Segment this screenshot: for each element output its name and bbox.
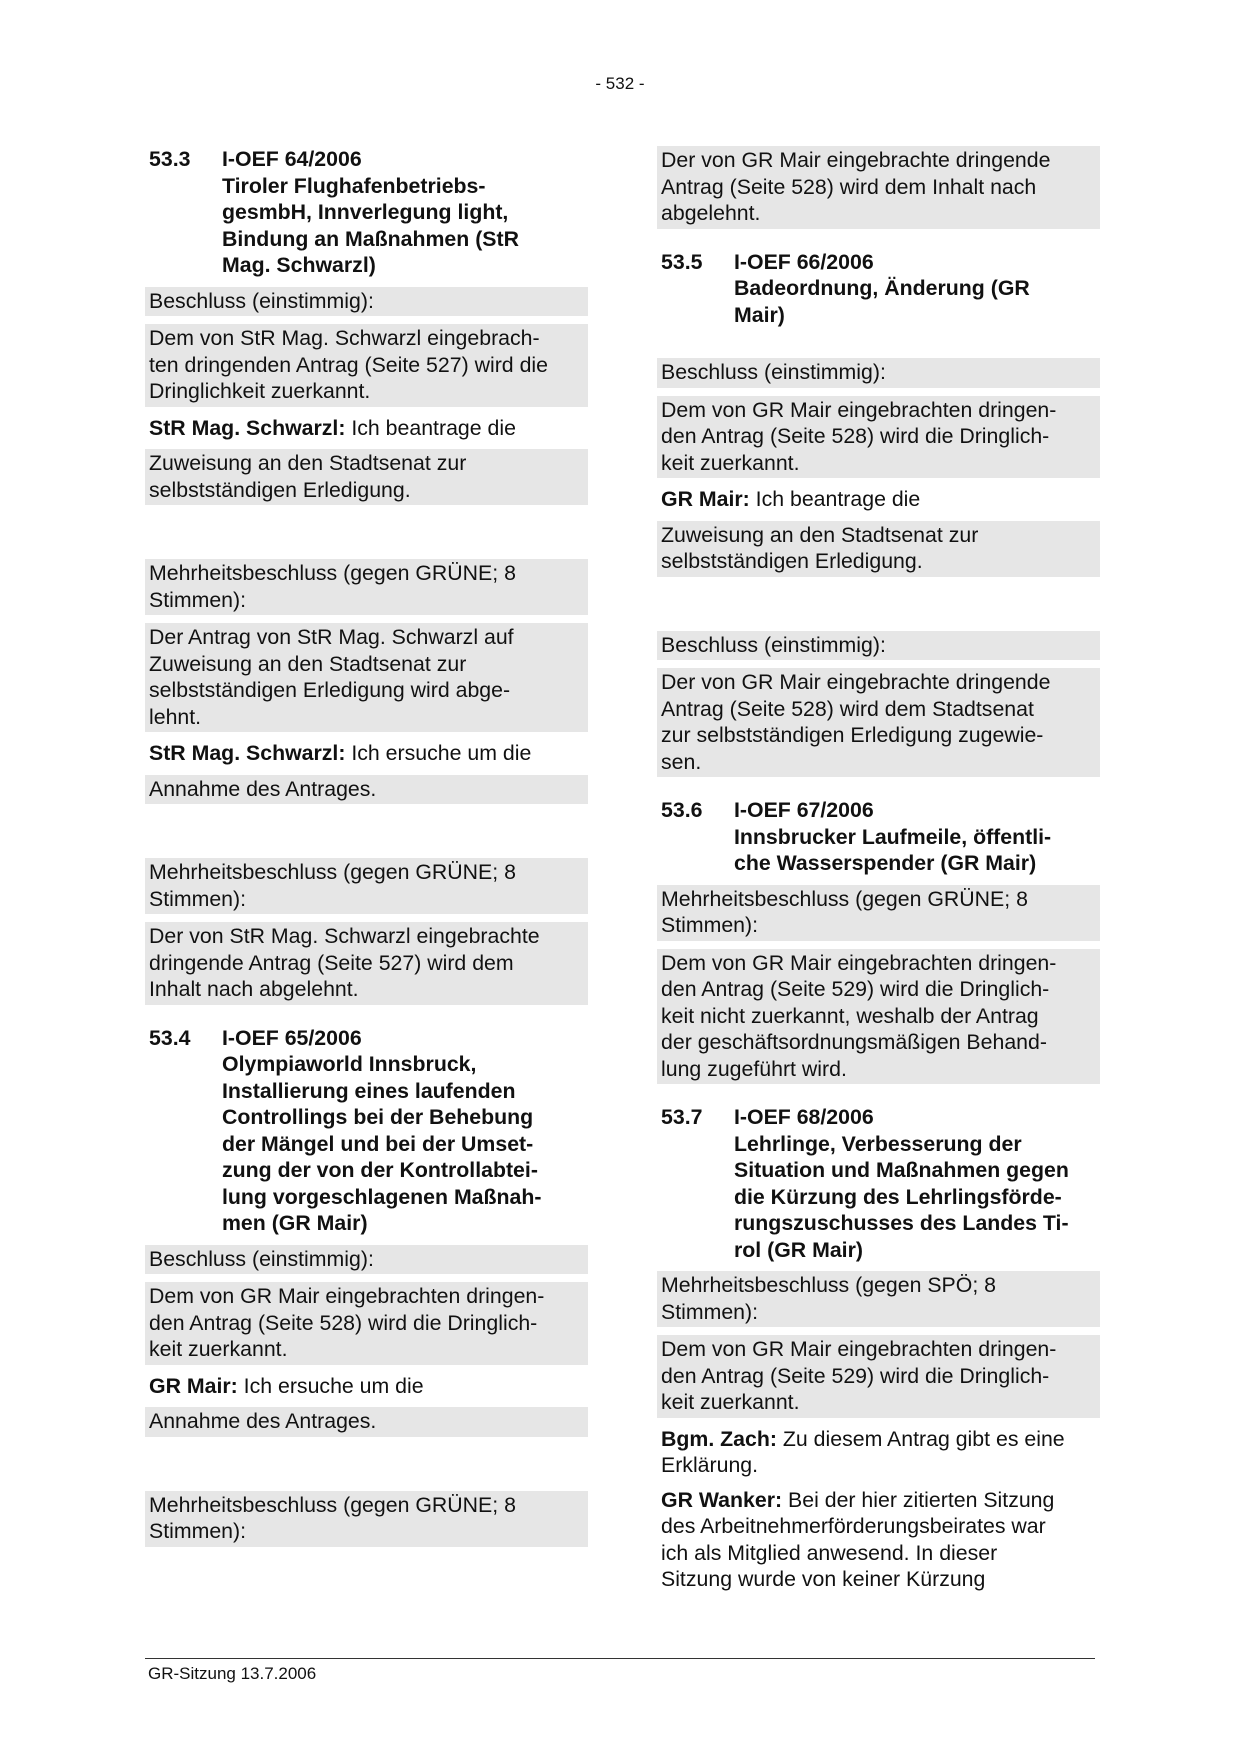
text-line: Mehrheitsbeschluss (gegen GRÜNE; 8: [149, 860, 516, 884]
speaker-text: Ich beantrage die: [345, 415, 516, 440]
title-line: Olympiaworld Innsbruck,: [222, 1052, 477, 1076]
footer-session-date: GR-Sitzung 13.7.2006: [148, 1664, 317, 1683]
speaker-paragraph: [145, 740, 588, 767]
text-line: dringende Antrag (Seite 527) wird dem: [149, 950, 514, 975]
speaker-paragraph: [145, 1373, 588, 1400]
text-line: Stimmen):: [149, 1519, 247, 1543]
page-number: - 532 -: [595, 74, 645, 93]
title-line: rol (GR Mair): [734, 1237, 863, 1262]
text-line: Dem von StR Mag. Schwarzl eingebrach-: [149, 326, 540, 350]
text-line: Annahme des Antrages.: [149, 776, 377, 801]
title-line: I-OEF 65/2006: [222, 1025, 362, 1050]
speaker-text: Ich ersuche um die: [345, 741, 532, 765]
title-line: men (GR Mair): [222, 1211, 368, 1235]
motion-box: [145, 775, 588, 805]
title-line: I-OEF 68/2006: [734, 1105, 874, 1129]
text-line: keit zuerkannt.: [661, 450, 800, 475]
speaker-name: StR Mag. Schwarzl:: [149, 415, 346, 440]
section-heading-53-7: [657, 1104, 1100, 1263]
text-line: Stimmen):: [661, 913, 759, 937]
text-line: Beschluss (einstimmig):: [149, 288, 374, 313]
text-line: Mehrheitsbeschluss (gegen GRÜNE; 8: [661, 886, 1028, 911]
motion-box: [657, 521, 1100, 577]
text-line: den Antrag (Seite 529) wird die Dringlich-: [661, 977, 1050, 1001]
section-heading-53-4: [145, 1025, 588, 1237]
resolution-box: [145, 287, 588, 317]
text-line: den Antrag (Seite 528) wird die Dringlich-: [149, 1310, 538, 1335]
text-line: Antrag (Seite 528) wird dem Inhalt nach: [661, 174, 1037, 199]
text-line: Zuweisung an den Stadtsenat zur: [149, 451, 467, 475]
speaker-name: GR Mair:: [661, 487, 750, 511]
text-line: Mehrheitsbeschluss (gegen SPÖ; 8: [661, 1273, 997, 1297]
text-line: ich als Mitglied anwesend. In dieser: [661, 1540, 998, 1565]
text-line: Beschluss (einstimmig):: [661, 632, 886, 657]
section-number: 53.5: [661, 249, 703, 274]
section-number: 53.4: [149, 1025, 191, 1050]
text-line: Stimmen):: [149, 886, 247, 911]
text-line: Der von GR Mair eingebrachte dringende: [661, 148, 1051, 172]
speaker-text: Ich ersuche um die: [237, 1373, 424, 1398]
resolution-box: [145, 858, 588, 914]
title-line: Badeordnung, Änderung (GR: [734, 276, 1030, 300]
text-line: ten dringenden Antrag (Seite 527) wird die: [149, 352, 548, 377]
title-line: Situation und Maßnahmen gegen: [734, 1158, 1069, 1182]
resolution-box: [145, 1245, 588, 1275]
text-line: Stimmen):: [661, 1299, 759, 1324]
resolution-box: [657, 631, 1100, 661]
text-line: Der von StR Mag. Schwarzl eingebrachte: [149, 924, 540, 948]
section-number: 53.6: [661, 798, 703, 822]
resolution-box: [657, 885, 1100, 941]
text-line: Mehrheitsbeschluss (gegen GRÜNE; 8: [149, 561, 516, 585]
text-line: den Antrag (Seite 528) wird die Dringlich-: [661, 424, 1050, 448]
text-line: Stimmen):: [149, 587, 247, 612]
title-line: gesmbH, Innverlegung light,: [222, 200, 509, 224]
section-heading-53-5: [657, 249, 1100, 329]
title-line: Controllings bei der Behebung: [222, 1105, 534, 1129]
text-line: sen.: [661, 749, 702, 774]
text-line: Zuweisung an den Stadtsenat zur: [149, 651, 467, 676]
text-line: Annahme des Antrages.: [149, 1409, 377, 1433]
resolution-box: [657, 146, 1100, 229]
text-line: keit zuerkannt.: [661, 1390, 800, 1414]
text-line: Dem von GR Mair eingebrachten dringen-: [661, 397, 1057, 422]
speaker-paragraph: [657, 1426, 1100, 1479]
title-line: die Kürzung des Lehrlingsförde-: [734, 1184, 1062, 1209]
text-line: der geschäftsordnungsmäßigen Behand-: [661, 1030, 1047, 1054]
text-line: Der Antrag von StR Mag. Schwarzl auf: [149, 625, 514, 649]
text-line: Dringlichkeit zuerkannt.: [149, 379, 371, 403]
title-line: I-OEF 64/2006: [222, 147, 362, 171]
text-line: Antrag (Seite 528) wird dem Stadtsenat: [661, 696, 1034, 721]
text-line: abgelehnt.: [661, 201, 761, 225]
speaker-name: StR Mag. Schwarzl:: [149, 741, 346, 765]
text-line: lung zugeführt wird.: [661, 1056, 847, 1081]
text-line: Sitzung wurde von keiner Kürzung: [661, 1567, 986, 1591]
resolution-box: [145, 623, 588, 732]
resolution-box: [145, 1282, 588, 1365]
resolution-box: [657, 358, 1100, 388]
title-line: lung vorgeschlagenen Maßnah-: [222, 1184, 542, 1209]
resolution-box: [145, 559, 588, 615]
title-line: Mag. Schwarzl): [222, 253, 376, 277]
title-line: der Mängel und bei der Umset-: [222, 1131, 534, 1156]
title-line: I-OEF 67/2006: [734, 798, 874, 822]
title-line: I-OEF 66/2006: [734, 249, 874, 274]
text-line: selbstständigen Erledigung.: [661, 549, 923, 573]
section-title: [222, 146, 588, 279]
motion-box: [145, 1407, 588, 1437]
text-line: Dem von GR Mair eingebrachten dringen-: [661, 1337, 1057, 1361]
motion-box: [145, 449, 588, 505]
resolution-box: [657, 396, 1100, 479]
title-line: Lehrlinge, Verbesserung der: [734, 1131, 1022, 1156]
speaker-paragraph: [657, 1487, 1100, 1593]
speaker-paragraph: [145, 415, 588, 442]
footer-divider: [145, 1658, 1095, 1659]
title-line: rungszuschusses des Landes Ti-: [734, 1211, 1069, 1235]
section-number: 53.7: [661, 1105, 703, 1129]
text-line: selbstständigen Erledigung.: [149, 477, 411, 502]
text-line: lehnt.: [149, 704, 202, 729]
section-title: [734, 797, 1100, 877]
section-heading-53-3: [145, 146, 588, 279]
section-heading-53-6: [657, 797, 1100, 877]
resolution-box: [145, 1491, 588, 1547]
text-line: Zuweisung an den Stadtsenat zur: [661, 522, 979, 547]
text-line: selbstständigen Erledigung wird abge-: [149, 678, 511, 702]
resolution-box: [657, 949, 1100, 1085]
text-line: Inhalt nach abgelehnt.: [149, 977, 359, 1001]
text-line: Mehrheitsbeschluss (gegen GRÜNE; 8: [149, 1492, 516, 1517]
left-column: [145, 146, 588, 1555]
title-line: Bindung an Maßnahmen (StR: [222, 226, 519, 251]
resolution-box: [657, 1271, 1100, 1327]
title-line: Installierung eines laufenden: [222, 1078, 516, 1103]
resolution-box: [145, 922, 588, 1005]
text-line: keit zuerkannt.: [149, 1337, 288, 1361]
title-line: che Wasserspender (GR Mair): [734, 851, 1037, 875]
text-line: Erklärung.: [661, 1453, 759, 1477]
speaker-paragraph: [657, 486, 1100, 513]
text-line: den Antrag (Seite 529) wird die Dringlich-: [661, 1363, 1050, 1388]
section-number: 53.3: [149, 147, 191, 171]
text-line: Beschluss (einstimmig):: [661, 360, 886, 384]
text-line: Der von GR Mair eingebrachte dringende: [661, 670, 1051, 694]
speaker-text: Bei der hier zitierten Sitzung: [782, 1487, 1055, 1512]
text-line: Beschluss (einstimmig):: [149, 1246, 374, 1271]
text-line: Dem von GR Mair eingebrachten dringen-: [149, 1284, 545, 1308]
resolution-box: [145, 324, 588, 407]
section-title: [222, 1025, 588, 1237]
text-line: zur selbstständigen Erledigung zugewie-: [661, 723, 1044, 747]
resolution-box: [657, 1335, 1100, 1418]
title-line: Tiroler Flughafenbetriebs-: [222, 173, 486, 198]
speaker-text: Ich beantrage die: [749, 487, 921, 511]
speaker-text: Zu diesem Antrag gibt es eine: [776, 1426, 1065, 1451]
title-line: zung der von der Kontrollabtei-: [222, 1158, 538, 1182]
right-column: [657, 146, 1100, 1601]
section-title: [734, 249, 1100, 329]
text-line: des Arbeitnehmerförderungsbeirates war: [661, 1514, 1046, 1538]
resolution-box: [657, 668, 1100, 777]
speaker-name: Bgm. Zach:: [661, 1426, 777, 1451]
section-title: [734, 1104, 1100, 1263]
speaker-name: GR Mair:: [149, 1373, 238, 1398]
text-line: keit nicht zuerkannt, weshalb der Antrag: [661, 1003, 1039, 1028]
speaker-name: GR Wanker:: [661, 1487, 783, 1512]
title-line: Innsbrucker Laufmeile, öffentli-: [734, 824, 1052, 849]
text-line: Dem von GR Mair eingebrachten dringen-: [661, 950, 1057, 975]
title-line: Mair): [734, 302, 785, 327]
